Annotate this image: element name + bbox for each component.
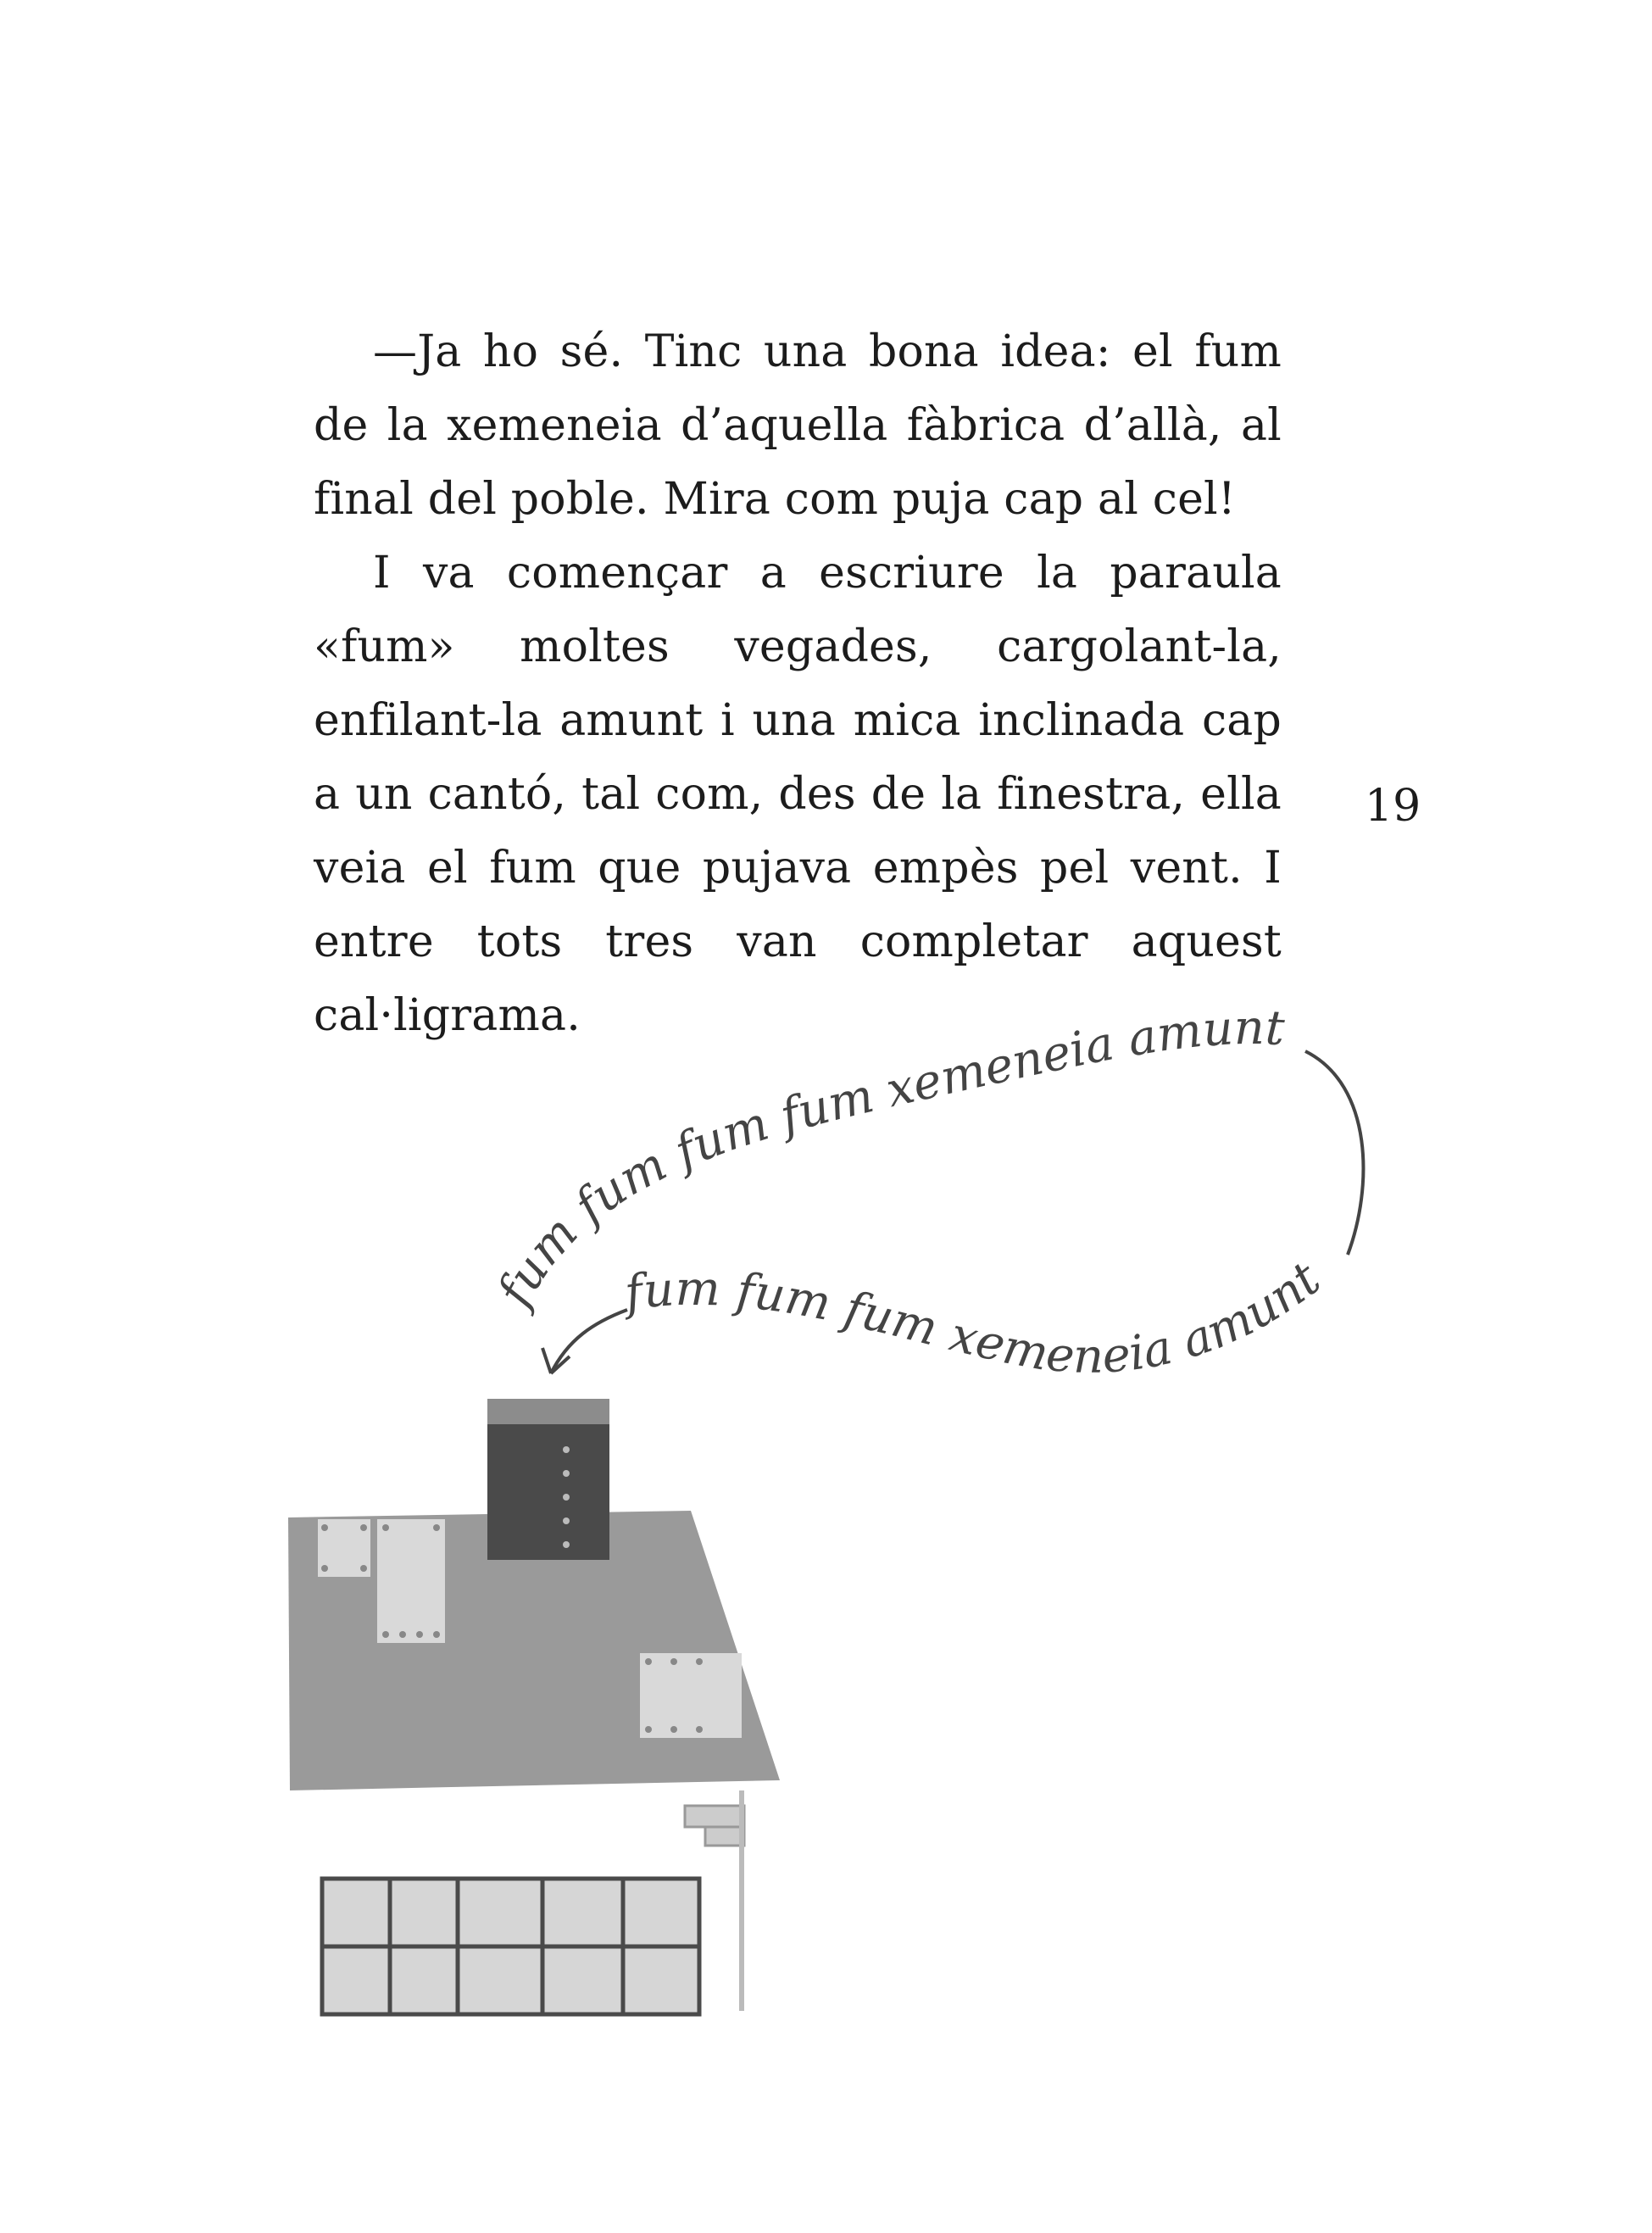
- page-number: 19: [1365, 781, 1421, 832]
- chimney-cap: [487, 1399, 609, 1424]
- gutter: [685, 1806, 744, 1827]
- calligram-line-1: fum fum fum fum xemeneia amunt: [487, 1000, 1287, 1316]
- body-text: [314, 315, 1282, 1053]
- paragraph-dialogue: —Ja ho sé. Tinc una bona idea: el fum de la xemeneia d’aquella fàbrica d’allà, al final del poble. Mira com puja cap al cel!: [314, 326, 1282, 525]
- calligram: [486, 1000, 1364, 1384]
- calligram-line-2: fum fum fum xemeneia amunt: [621, 1251, 1331, 1384]
- window: [322, 1879, 699, 2014]
- downpipe: [739, 1790, 744, 2011]
- chimney: [487, 1424, 609, 1560]
- paragraph-narration: I va començar a escriure la paraula «fum» moltes vegades, cargolant-la, enfilant-la amunt i una mica inclinada cap a un cantó, tal com, des de la finestra, ella veia el fum que pujava empès pel vent. I entre tots tres van completar aquest cal·ligrama.: [314, 548, 1282, 1041]
- smoke-loop-right: [1305, 1051, 1363, 1255]
- house-chimney-illustration: [0, 975, 1652, 2035]
- gutter-bracket: [705, 1827, 744, 1846]
